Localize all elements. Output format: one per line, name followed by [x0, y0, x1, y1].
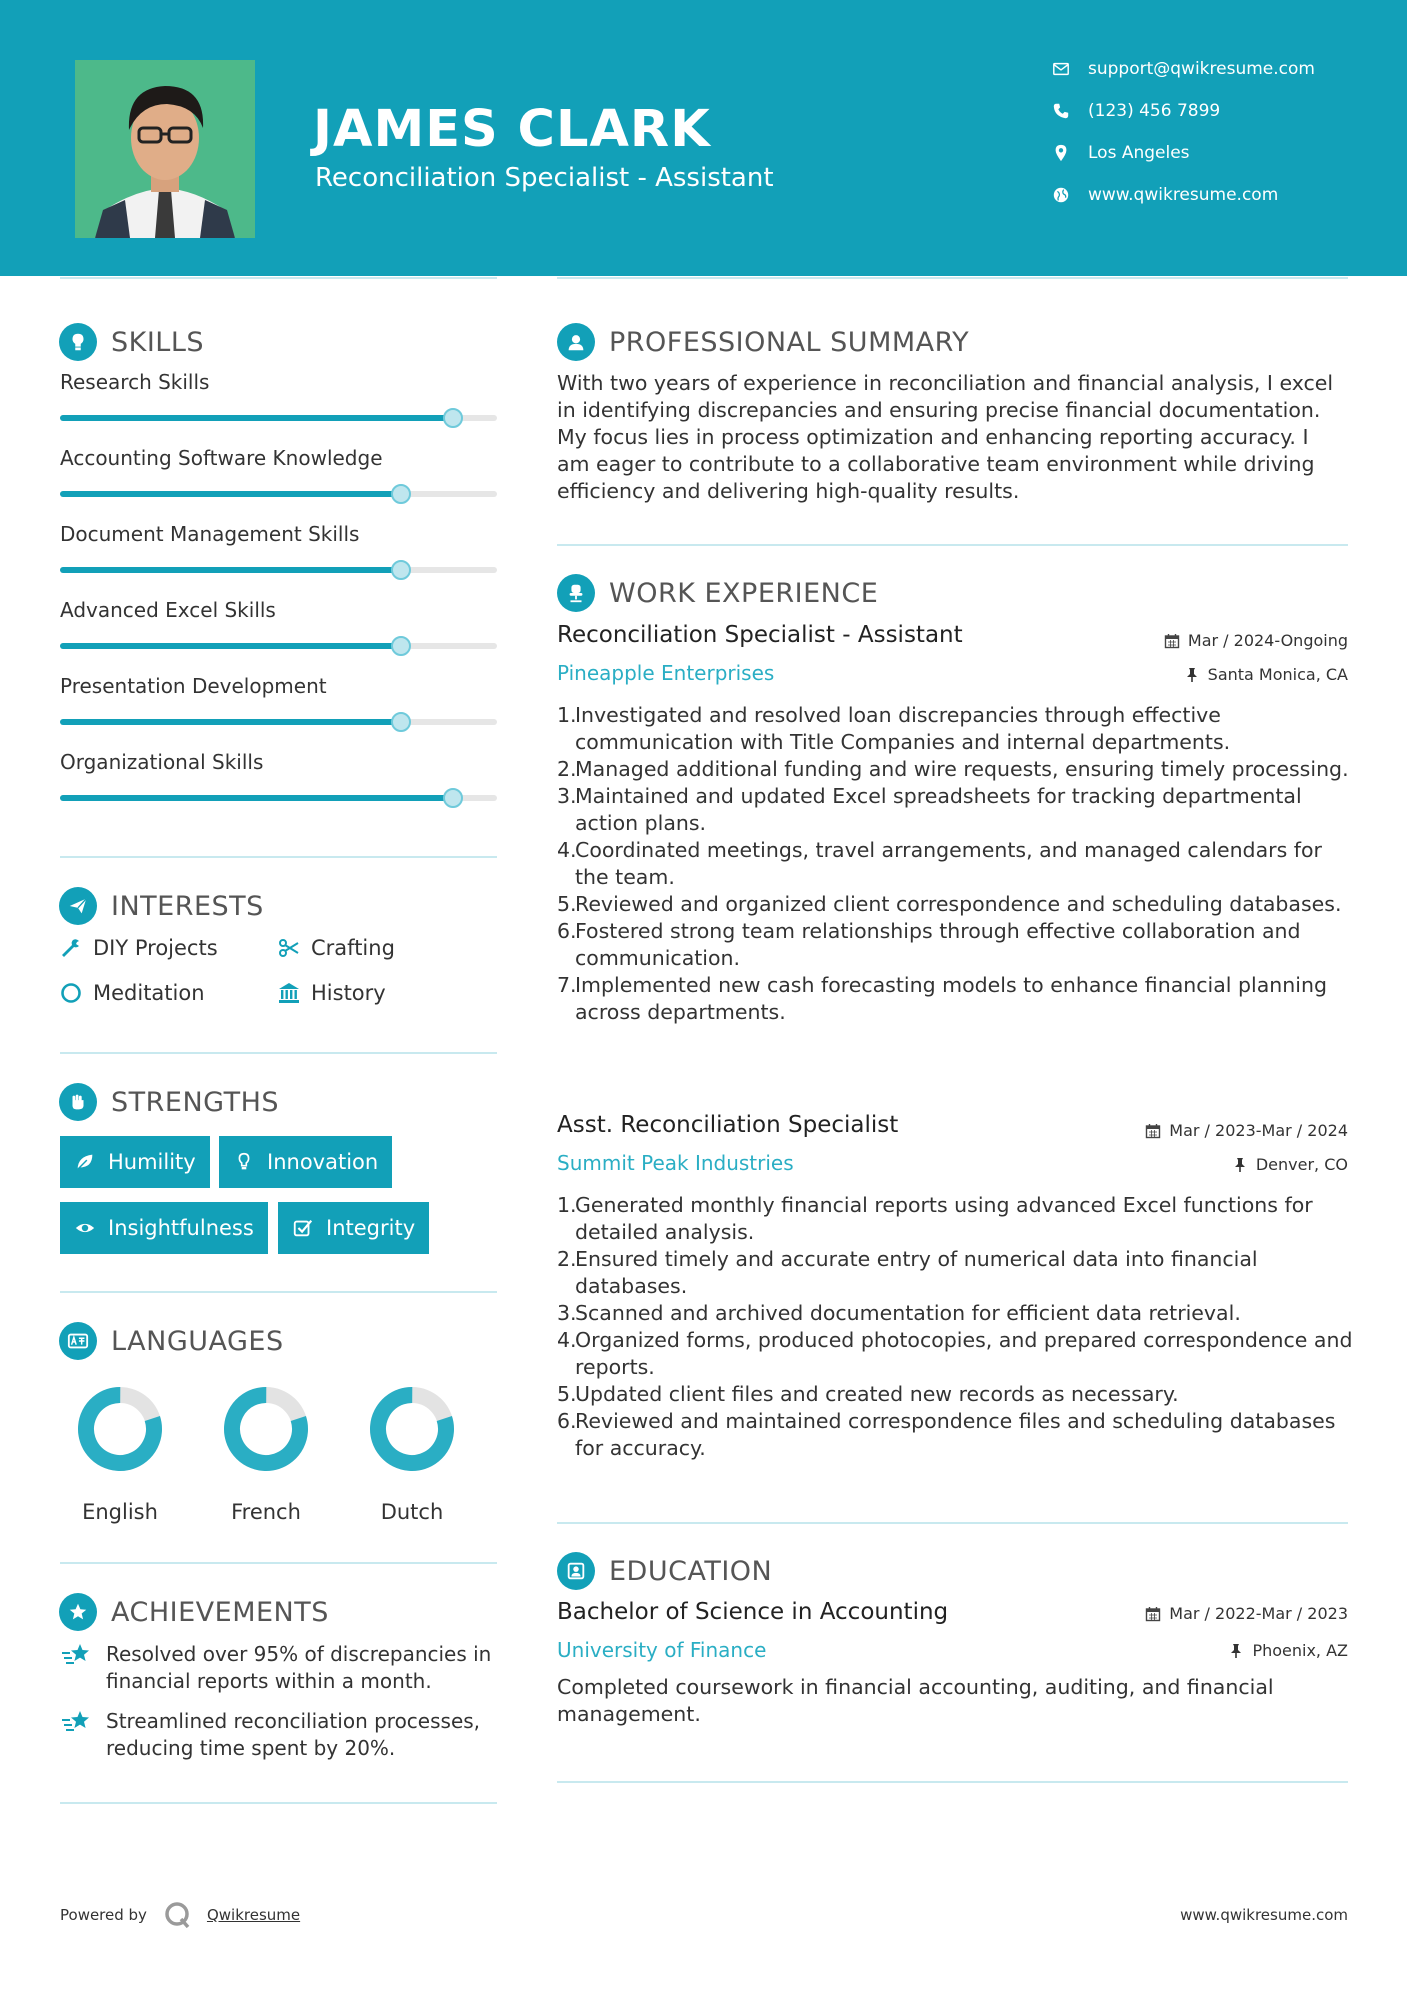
list-item: 7. Implemented new cash forecasting models to enhance financial planning across departments. [557, 973, 1327, 1024]
skill-bar-fill [60, 491, 401, 497]
candidate-title: Reconciliation Specialist - Assistant [315, 163, 774, 193]
star-badge-icon [59, 1593, 97, 1631]
job-company: Summit Peak Industries [557, 1151, 794, 1175]
education-divider [557, 1781, 1348, 1783]
fist-icon [59, 1083, 97, 1121]
footer-powered-by [60, 1900, 300, 1930]
strengths-divider [60, 1291, 497, 1293]
education-title: EDUCATION [609, 1555, 773, 1587]
bank-icon [277, 981, 301, 1005]
skill-label: Research Skills [60, 370, 210, 394]
skill-bar-fill [60, 567, 401, 573]
skill-bar [60, 491, 497, 497]
language-donut [367, 1384, 457, 1474]
skill-bar [60, 643, 497, 649]
checkbox-icon [292, 1217, 314, 1239]
lightbulb-icon [59, 323, 97, 361]
skill-bar-knob [391, 560, 411, 580]
summary-divider [557, 544, 1348, 546]
job-dates [1164, 631, 1348, 650]
header-divider-right [557, 277, 1348, 279]
list-item: 4. Coordinated meetings, travel arrangements, and managed calendars for the team. [557, 838, 1322, 889]
experience-heading [557, 574, 878, 612]
summary-title: PROFESSIONAL SUMMARY [609, 326, 970, 358]
skill-bar [60, 415, 497, 421]
header-divider-left [60, 277, 497, 279]
languages-title: LANGUAGES [111, 1325, 284, 1357]
achievements-title: ACHIEVEMENTS [111, 1596, 329, 1628]
contact-website-text: www.qwikresume.com [1088, 185, 1279, 205]
list-item: 5. Updated client files and created new records as necessary. [557, 1382, 1179, 1406]
interest-label: DIY Projects [93, 936, 218, 960]
skill-bar-fill [60, 415, 453, 421]
strength-badge [278, 1202, 429, 1254]
list-item: 1. Generated monthly financial reports using advanced Excel functions for detailed analysis. [557, 1193, 1313, 1244]
experience-title: WORK EXPERIENCE [609, 577, 879, 609]
languages-divider [60, 1562, 497, 1564]
calendar-icon [1145, 1123, 1161, 1139]
education-dates-text: Mar / 2022-Mar / 2023 [1169, 1604, 1348, 1623]
graduate-icon [557, 1552, 595, 1590]
skill-bar-knob [391, 712, 411, 732]
list-item: 2. Managed additional funding and wire requests, ensuring timely processing. [557, 757, 1349, 781]
achievement-text: Streamlined reconciliation processes, reducing time spent by 20%. [106, 1709, 481, 1760]
leaf-icon [74, 1151, 96, 1173]
list-item: 5. Reviewed and organized client correspondence and scheduling databases. [557, 892, 1342, 916]
job-bullets [557, 702, 1357, 1026]
education-heading [557, 1552, 772, 1590]
wrench-icon [59, 936, 83, 960]
language-donut-fill [223, 1386, 309, 1472]
strength-badge [219, 1136, 392, 1188]
skill-label: Organizational Skills [60, 750, 264, 774]
interest-item [59, 936, 218, 960]
summary-text: With two years of experience in reconciliation and financial analysis, I excel in identifying discrepancies and ensuring precise financial documentation. My focus lies in process optimization and enhancing reporting accuracy. I am eager to contribute to a collaborative team environment while driving efficiency and delivering high-quality results. [557, 371, 1334, 503]
achievements-divider [60, 1802, 497, 1804]
pushpin-icon [1228, 1643, 1244, 1659]
language-label: French [231, 1500, 301, 1524]
language-item [362, 1384, 462, 1524]
strengths-title: STRENGTHS [111, 1086, 280, 1118]
circle-icon [59, 981, 83, 1005]
user-icon [557, 323, 595, 361]
list-item: 3. Maintained and updated Excel spreadsheets for tracking departmental action plans. [557, 784, 1302, 835]
education-description: Completed coursework in financial accounting, auditing, and financial management. [557, 1675, 1274, 1726]
interest-label: History [311, 981, 386, 1005]
skills-heading [59, 323, 204, 361]
skills-title: SKILLS [111, 326, 205, 358]
resume-header [0, 0, 1407, 276]
shooting-star-icon [60, 1708, 92, 1736]
skill-bar-knob [443, 788, 463, 808]
skill-bar-fill [60, 643, 401, 649]
skill-bar [60, 567, 497, 573]
contact-email[interactable] [1052, 59, 1315, 79]
job-location [1232, 1155, 1348, 1174]
achievement-item [60, 1708, 510, 1762]
office-chair-icon [557, 574, 595, 612]
strength-label: Insightfulness [108, 1216, 254, 1240]
powered-by-label: Powered by [60, 1906, 147, 1924]
list-item: 4. Organized forms, produced photocopies, and prepared correspondence and reports. [557, 1328, 1353, 1379]
contact-website[interactable] [1052, 185, 1278, 205]
skill-bar-fill [60, 719, 401, 725]
globe-icon [1052, 186, 1070, 204]
interest-item [59, 981, 205, 1005]
language-donut-fill [369, 1386, 455, 1472]
job-location-text: Santa Monica, CA [1207, 665, 1348, 684]
language-item [70, 1384, 170, 1524]
language-label: English [82, 1500, 158, 1524]
list-item: 1. Investigated and resolved loan discrepancies through effective communication with Title Companies and internal departments. [557, 703, 1231, 754]
experience-divider [557, 1522, 1348, 1524]
map-pin-icon [1052, 144, 1070, 162]
calendar-icon [1145, 1606, 1161, 1622]
skill-bar-knob [391, 484, 411, 504]
achievements-heading [59, 1593, 329, 1631]
envelope-icon [1052, 60, 1070, 78]
strength-label: Humility [108, 1150, 196, 1174]
strength-label: Integrity [326, 1216, 416, 1240]
brand-link[interactable]: Qwikresume [206, 1906, 301, 1924]
strengths-heading [59, 1083, 279, 1121]
interest-item [277, 981, 386, 1005]
contact-phone[interactable] [1052, 101, 1220, 121]
education-location [1228, 1641, 1348, 1660]
job-location-text: Denver, CO [1255, 1155, 1348, 1174]
job-dates [1145, 1121, 1348, 1140]
skill-bar-fill [60, 795, 453, 801]
achievement-item [60, 1641, 510, 1695]
contact-location [1052, 143, 1190, 163]
list-item: 6. Fostered strong team relationships through effective collaboration and communication. [557, 919, 1301, 970]
skill-bar [60, 719, 497, 725]
education-degree: Bachelor of Science in Accounting [557, 1599, 949, 1625]
interest-label: Crafting [311, 936, 395, 960]
job-title: Reconciliation Specialist - Assistant [557, 622, 963, 648]
job-company: Pineapple Enterprises [557, 661, 775, 685]
strength-label: Innovation [267, 1150, 379, 1174]
strength-badge [60, 1136, 210, 1188]
job-title: Asst. Reconciliation Specialist [557, 1112, 899, 1138]
qwikresume-logo-icon [163, 1900, 193, 1930]
calendar-icon [1164, 633, 1180, 649]
pushpin-icon [1184, 667, 1200, 683]
list-item: 6. Reviewed and maintained correspondence files and scheduling databases for accuracy. [557, 1409, 1336, 1460]
interests-title: INTERESTS [111, 890, 264, 922]
interest-label: Meditation [93, 981, 205, 1005]
language-item [216, 1384, 316, 1524]
strength-badge [60, 1202, 268, 1254]
languages-heading [59, 1322, 284, 1360]
language-donut [75, 1384, 165, 1474]
education-location-text: Phoenix, AZ [1252, 1641, 1348, 1660]
translate-icon [59, 1322, 97, 1360]
job-bullets [557, 1192, 1357, 1462]
contact-location-text: Los Angeles [1088, 143, 1190, 163]
interest-item [277, 936, 395, 960]
language-donut [221, 1384, 311, 1474]
skill-bar-knob [443, 408, 463, 428]
profile-photo [75, 60, 255, 238]
paper-plane-icon [59, 887, 97, 925]
interests-heading [59, 887, 264, 925]
lightbulb-icon [233, 1151, 255, 1173]
education-school: University of Finance [557, 1638, 767, 1662]
footer-website[interactable]: www.qwikresume.com [1180, 1906, 1348, 1924]
skill-bar-knob [391, 636, 411, 656]
interests-divider [60, 1052, 497, 1054]
skill-label: Advanced Excel Skills [60, 598, 276, 622]
summary-heading [557, 323, 969, 361]
achievement-text: Resolved over 95% of discrepancies in financial reports within a month. [106, 1642, 492, 1693]
eye-icon [74, 1217, 96, 1239]
contact-email-text: support@qwikresume.com [1088, 59, 1315, 79]
skill-label: Accounting Software Knowledge [60, 446, 383, 470]
language-label: Dutch [380, 1500, 444, 1524]
pushpin-icon [1232, 1157, 1248, 1173]
skill-bar [60, 795, 497, 801]
shooting-star-icon [60, 1641, 92, 1669]
skills-divider [60, 856, 497, 858]
job-location [1184, 665, 1348, 684]
list-item: 3. Scanned and archived documentation for efficient data retrieval. [557, 1301, 1241, 1325]
skill-label: Document Management Skills [60, 522, 360, 546]
skill-label: Presentation Development [60, 674, 327, 698]
education-dates [1145, 1604, 1348, 1623]
job-dates-text: Mar / 2023-Mar / 2024 [1169, 1121, 1348, 1140]
language-donut-fill [77, 1386, 163, 1472]
job-dates-text: Mar / 2024-Ongoing [1187, 631, 1348, 650]
list-item: 2. Ensured timely and accurate entry of numerical data into financial databases. [557, 1247, 1258, 1298]
scissors-icon [277, 936, 301, 960]
phone-icon [1052, 102, 1070, 120]
candidate-name: JAMES CLARK [313, 100, 711, 159]
contact-phone-text: (123) 456 7899 [1088, 101, 1221, 121]
